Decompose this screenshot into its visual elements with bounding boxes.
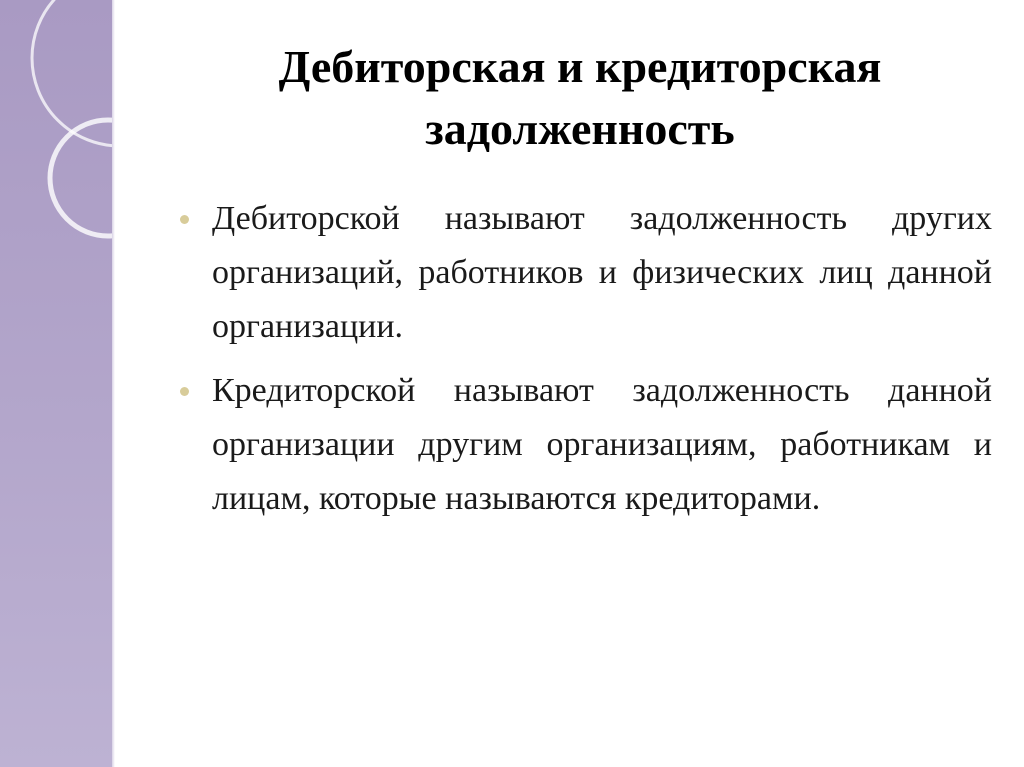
decorative-sidebar	[0, 0, 112, 767]
bullet-text: Кредиторской называют задолженность данной организации другим организациям, работникам и лицам, которые называются кредиторами.	[212, 372, 992, 517]
bullet-marker-icon	[180, 387, 189, 396]
bullet-item	[180, 364, 992, 526]
decorative-circles	[0, 0, 112, 767]
sidebar-edge	[112, 0, 115, 767]
slide-title: Дебиторская и кредиторская задолженность	[278, 41, 882, 154]
bullet-marker-icon	[180, 215, 189, 224]
decorative-circle-large	[32, 0, 112, 146]
bullet-text: Дебиторской называют задолженность других организаций, работников и физических лиц данной организации.	[212, 200, 992, 345]
bullet-item	[180, 192, 992, 354]
bullet-list	[180, 192, 992, 536]
